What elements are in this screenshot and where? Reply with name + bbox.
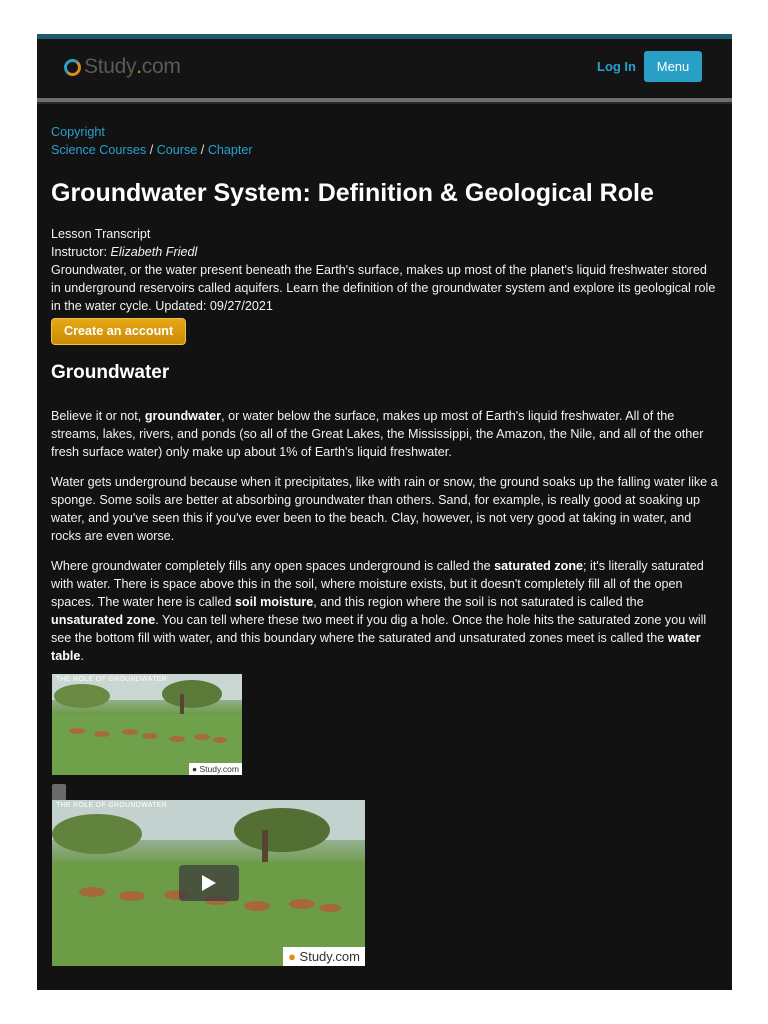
page-container (37, 34, 732, 990)
site-header (37, 39, 732, 97)
header-divider (37, 98, 732, 104)
term-unsaturated-zone: unsaturated zone (51, 613, 156, 627)
breadcrumb-item-chapter[interactable]: Chapter (207, 143, 253, 157)
instructor-name: Elizabeth Friedl (110, 245, 198, 259)
menu-button[interactable]: Menu (644, 51, 702, 82)
thumbnail-brand-badge: ● Study.com (189, 763, 242, 775)
text-run: , and this region where the soil is not saturated is called the (313, 595, 644, 609)
copyright-line (51, 123, 719, 141)
section-heading: Groundwater (51, 362, 170, 383)
instructor-label: Instructor: (51, 245, 111, 259)
text-run: . (80, 649, 84, 663)
paragraph-2: Water gets underground because when it precipitates, like with rain or snow, the ground soaks up the falling water like a sponge. Some soils are better at absorbing groundwater than others. Sand, for example, is really good at soaking up water, and you've seen this if you've ever been to the beach. Clay, however, is not very good at taking in water, and rocks are even worse. (51, 475, 718, 543)
play-icon (202, 875, 216, 891)
copyright-link[interactable]: Copyright (51, 125, 105, 139)
term-water-table: water table (51, 631, 701, 663)
logo-tld: com (141, 55, 181, 78)
play-button[interactable] (179, 865, 239, 901)
paragraph-3 (51, 557, 719, 665)
lesson-type: Lesson Transcript (51, 227, 151, 241)
video-player[interactable] (52, 800, 365, 966)
thumbnail-caption: THE ROLE OF GROUNDWATER (56, 676, 168, 683)
term-soil-moisture: soil moisture (234, 595, 314, 609)
create-account-button[interactable]: Create an account (51, 318, 186, 345)
breadcrumb-item-course[interactable]: Course (156, 143, 198, 157)
logo-text: Study (84, 55, 137, 78)
text-run: ; it's literally saturated with water. There is space above this in the soil, where moisture exists, but it doesn't completely fill all of the open spaces. The water here is called (51, 559, 704, 609)
breadcrumb-separator: / (197, 143, 208, 157)
video-brand-badge (283, 947, 365, 966)
term-saturated-zone: saturated zone (494, 559, 584, 573)
study-logo[interactable] (64, 55, 181, 79)
breadcrumb (51, 141, 719, 159)
brand-play-icon: ● (288, 949, 296, 964)
paragraph-1 (51, 407, 719, 461)
lesson-meta (51, 225, 719, 315)
breadcrumb-item-science-courses[interactable]: Science Courses (51, 143, 147, 157)
instructor-line (51, 243, 719, 261)
savanna-scene-image (52, 674, 242, 775)
logo-ring-icon (64, 59, 81, 76)
term-groundwater: groundwater (144, 409, 222, 423)
main-content (51, 123, 719, 677)
page-title: Groundwater System: Definition & Geological Role (51, 179, 654, 207)
login-link[interactable]: Log In (597, 59, 636, 74)
video-brand-text: Study.com (299, 949, 360, 964)
breadcrumb-separator: / (146, 143, 157, 157)
text-run: . You can tell where these two meet if you dig a hole. Once the hole hits the saturated zone you will see the bottom fill with water, and this boundary where the saturated and unsaturated zones meet is called the (51, 613, 707, 645)
video-thumbnail[interactable] (52, 674, 242, 775)
logo-dot: . (136, 55, 142, 78)
text-run: , or water below the surface, makes up most of Earth's liquid freshwater. All of the streams, lakes, rivers, and ponds (so all of the Great Lakes, the Mississippi, the Amazon, the Nile, and all of the other fresh surface water) only make up about 1% of Earth's liquid freshwater. (51, 409, 704, 459)
text-run: Where groundwater completely fills any open spaces underground is called the (51, 559, 495, 573)
thumbnail-brand-text: Study.com (199, 764, 239, 774)
video-caption: THE ROLE OF GROUNDWATER (56, 802, 168, 809)
lesson-summary: Groundwater, or the water present beneath the Earth's surface, makes up most of the planet's liquid freshwater stored in underground reservoirs called aquifers. Learn the definition of the groundwater system and explore its geological role in the water cycle. Updated: 09/27/2021 (51, 263, 716, 313)
text-run: Believe it or not, (51, 409, 145, 423)
